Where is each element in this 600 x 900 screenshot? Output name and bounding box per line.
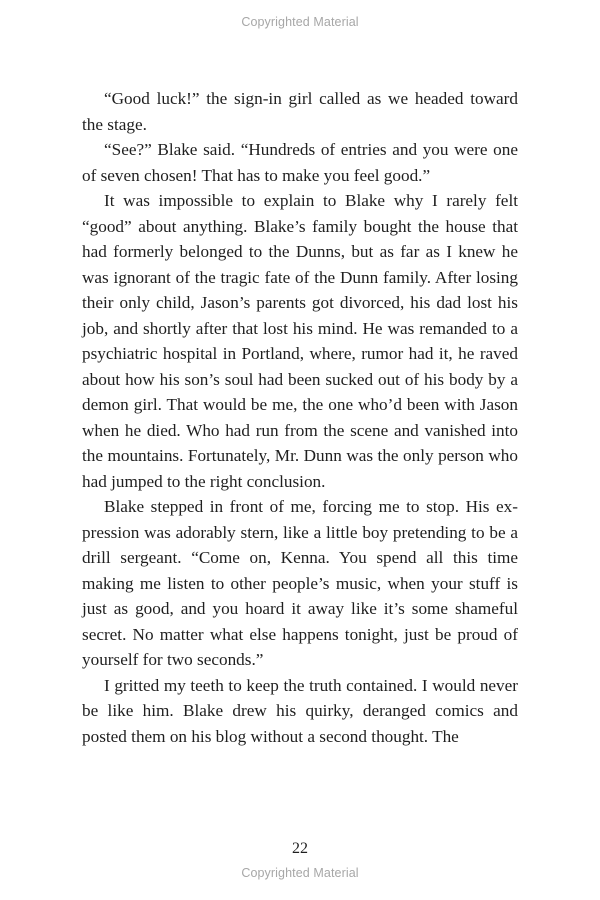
- paragraph: “See?” Blake said. “Hundreds of entries and you were one of seven chosen! That has to make you feel good.”: [82, 140, 518, 185]
- copyright-watermark-top: Copyrighted Material: [241, 15, 359, 29]
- paragraph: It was impossible to explain to Blake why I rarely felt “good” about anything. Blake’s family bought the house that had formerly belonged to the Dunns, but as far as I knew he was ignorant of the tragic fate of the Dunn family. After losing their only child, Jason’s parents got divorced, his dad lost his job, and shortly after that lost his mind. He was remanded to a psychiatric hospital in Portland, where, rumor had it, he raved about how his son’s soul had been sucked out of his body by a demon girl. That would be me, the one who’d been with Jason when he died. Who had run from the scene and vanished into the mountains. Fortunately, Mr. Dunn was the only person who had jumped to the right conclusion.: [82, 191, 518, 491]
- paragraph: “Good luck!” the sign-in girl called as we headed toward the stage.: [82, 89, 518, 134]
- page-body-text: [82, 86, 518, 749]
- paragraph: I gritted my teeth to keep the truth contained. I would never be like him. Blake drew his quirky, deranged comics and posted them on his blog without a second thought. The: [82, 675, 518, 746]
- copyright-watermark-bottom: Copyrighted Material: [241, 866, 359, 880]
- page-number: 22: [292, 840, 308, 857]
- paragraph: Blake stepped in front of me, forcing me to stop. His expression was adorably stern, like a little boy pretending to be a drill sergeant. “Come on, Kenna. You spend all this time making me listen to other people’s music, when your stuff is just as good, and you hoard it away like it’s some shameful secret. No matter what else happens tonight, just be proud of yourself for two seconds.”: [82, 497, 518, 669]
